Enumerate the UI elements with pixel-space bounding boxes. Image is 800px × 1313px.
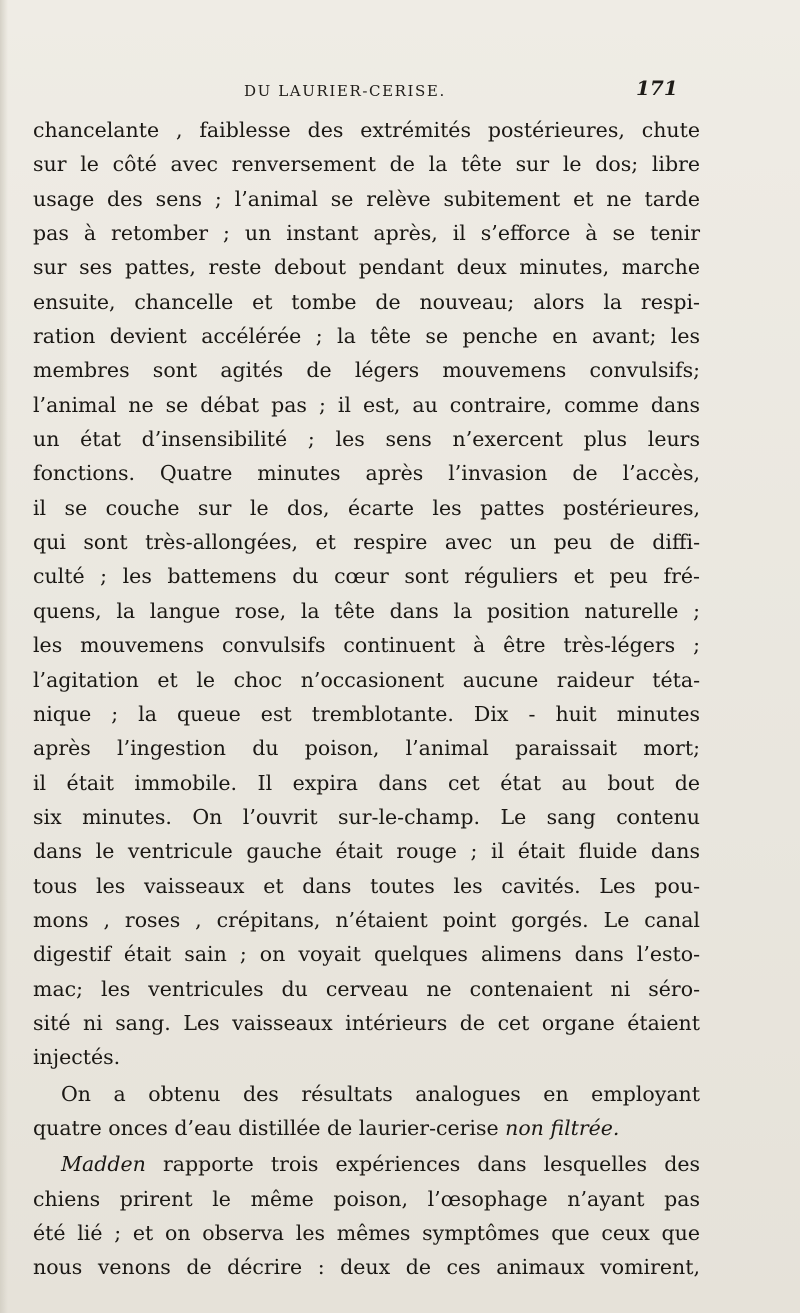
- text-line: nous venons de décrire : deux de ces animaux vomirent,: [33, 1255, 700, 1280]
- text-line: fonctions. Quatre minutes après l’invasion de l’accès,: [33, 461, 700, 486]
- text-line: mons , roses , crépitans, n’étaient point gorgés. Le canal: [33, 907, 700, 932]
- text-line: dans le ventricule gauche était rouge ; il était fluide dans: [33, 839, 700, 864]
- text-line: membres sont agités de légers mouvemens convulsifs;: [33, 358, 700, 383]
- text-line: sur ses pattes, reste debout pendant deux minutes, marche: [33, 255, 700, 280]
- text-line: six minutes. On l’ouvrit sur-le-champ. Le sang contenu: [33, 804, 700, 829]
- text-line: l’animal ne se débat pas ; il est, au contraire, comme dans: [33, 392, 700, 417]
- body-text: [33, 113, 700, 1285]
- italic-author-name: Madden: [61, 1152, 146, 1177]
- text-line: l’agitation et le choc n’occasionent aucune raideur téta-: [33, 667, 700, 692]
- page-number: 171: [636, 76, 678, 100]
- paragraph-2: [33, 1077, 700, 1146]
- text-line: quens, la langue rose, la tête dans la position naturelle ;: [33, 598, 700, 623]
- paragraph-3: [33, 1147, 700, 1284]
- text-line: qui sont très-allongées, et respire avec un peu de diffi-: [33, 530, 700, 555]
- text-line: usage des sens ; l’animal se relève subitement et ne tarde: [33, 186, 700, 211]
- text-line: mac; les ventricules du cerveau ne contenaient ni séro-: [33, 976, 700, 1001]
- running-title: DU LAURIER-CERISE.: [244, 82, 446, 100]
- text-line: un état d’insensibilité ; les sens n’exercent plus leurs: [33, 427, 700, 452]
- text-run: quatre onces d’eau distillée de laurier-cerise: [33, 1115, 506, 1140]
- page-header: [0, 76, 800, 106]
- text-line: il se couche sur le dos, écarte les pattes postérieures,: [33, 495, 700, 520]
- text-line: après l’ingestion du poison, l’animal paraissait mort;: [33, 736, 700, 761]
- text-line: [33, 1111, 700, 1145]
- text-line: culté ; les battemens du cœur sont réguliers et peu fré-: [33, 564, 700, 589]
- text-line: tous les vaisseaux et dans toutes les cavités. Les pou-: [33, 873, 700, 898]
- text-line: ensuite, chancelle et tombe de nouveau; alors la respi-: [33, 289, 700, 314]
- italic-phrase: non filtrée.: [505, 1115, 620, 1140]
- text-line: été lié ; et on observa les mêmes symptômes que ceux que: [33, 1221, 700, 1245]
- text-line: pas à retomber ; un instant après, il s’efforce à se tenir: [33, 221, 700, 246]
- text-line: ration devient accélérée ; la tête se penche en avant; les: [33, 324, 700, 349]
- text-line: chiens prirent le même poison, l’œsophage n’ayant pas: [33, 1186, 700, 1211]
- text-line: injectés.: [33, 1045, 121, 1070]
- text-line: digestif était sain ; on voyait quelques alimens dans l’esto-: [33, 942, 700, 967]
- text-line: sur le côté avec renversement de la tête sur le dos; libre: [33, 152, 700, 177]
- text-line: il était immobile. Il expira dans cet état au bout de: [33, 770, 700, 795]
- text-line: nique ; la queue est tremblotante. Dix - huit minutes: [33, 701, 700, 726]
- text-line: On a obtenu des résultats analogues en employant: [61, 1081, 700, 1106]
- text-line: [33, 1147, 700, 1181]
- text-line: les mouvemens convulsifs continuent à être très-légers ;: [33, 633, 700, 658]
- paragraph-1: [33, 113, 700, 1075]
- text-line: sité ni sang. Les vaisseaux intérieurs de cet organe étaient: [33, 1010, 700, 1035]
- text-line: chancelante , faiblesse des extrémités postérieures, chute: [33, 118, 700, 142]
- text-run: rapporte trois expériences dans lesquelles des: [145, 1152, 700, 1177]
